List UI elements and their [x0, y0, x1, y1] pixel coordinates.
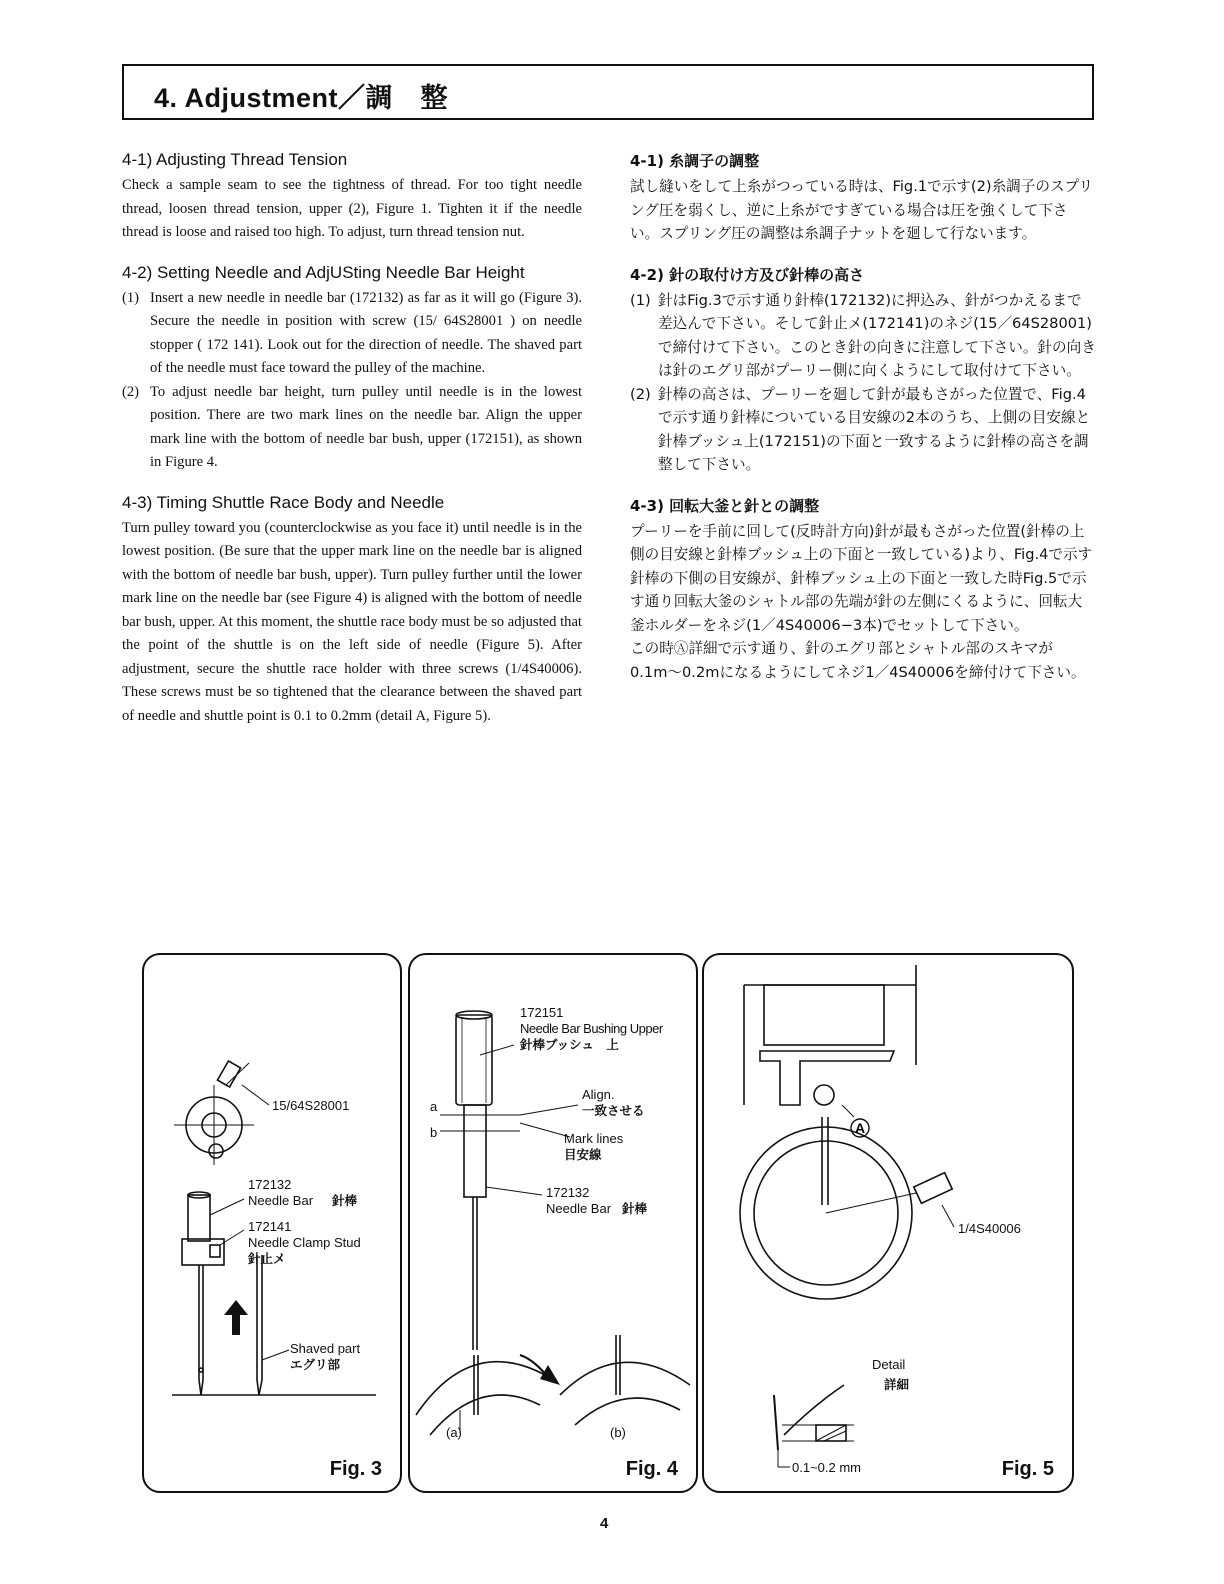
jp-step-2-number: (2) [630, 385, 651, 403]
en-step-1-text: Insert a new needle in needle bar (172132) as far as it will go (Figure 3). Secure the needle in position with screw (15/ 64S28001 ) on needle stopper ( 172 141). Look out for the direction of needle. The shaved part of the needle must face toward the pulley of the machine. [150, 289, 582, 376]
jp-section-4-2 [630, 264, 1096, 477]
fig5-screw-label: 1/4S40006 [958, 1221, 1021, 1236]
jp-step-1-text: 針はFig.3で示す通り針棒(172132)に押込み、針がつかえるまで差込んで下さい。そして針止メ(172141)のネジ(15／64S28001)で締付けて下さい。このとき針の向きに注意して下さい。針の向きは針のエグリ部がプーリー側に向くようにして取付けて下さい。 [658, 291, 1096, 379]
japanese-column [630, 150, 1096, 702]
english-column [122, 150, 582, 746]
en-section-4-1 [122, 150, 582, 245]
section-header [122, 64, 1094, 120]
needle-clamp-stud [182, 1239, 224, 1265]
hook-screw [914, 1173, 952, 1204]
fig5-detail-en: Detail [872, 1357, 906, 1372]
fig3-shaved-jp: エグリ部 [290, 1357, 341, 1372]
fig5-detail-jp: 詳細 [884, 1377, 910, 1392]
fig3-stud-number: 172141 [248, 1219, 292, 1234]
en-step-1-number: (1) [122, 289, 140, 306]
jp-body-4-3-note: この時Ⓐ詳細で示す通り、針のエグリ部とシャトル部のスキマが0.1m〜0.2mになるようにしてネジ1／4S40006を締付けて下さい。 [630, 640, 1086, 681]
figure-4-panel [408, 953, 698, 1493]
detail-a-marker: A [854, 1120, 866, 1136]
en-body-4-3: Turn pulley toward you (counterclockwise as you face it) until needle is in the lowest position. (Be sure that the upper mark line on the needle bar is aligned with the bottom of needle bar bush, upper). Turn pulley further until the lower mark line on the needle bar (see Figure 4) is aligned with the bottom of needle bar bush, upper. At this moment, the shuttle race body must be so adjusted that the point of the shuttle is on the left side of needle (Figure 5). After adjustment, secure the shuttle race holder with three screws (1/4S40006). These screws must be so tightened that the clearance between the shaved part of needle and shuttle point is 0.1 to 0.2mm (detail A, Figure 5). [122, 519, 582, 724]
fig4-bar-number: 172132 [546, 1185, 590, 1200]
jp-body-4-1: 試し縫いをして上糸がつっている時は、Fig.1で示す(2)糸調子のスプリング圧を弱くし、逆に上糸がですぎている場合は圧を強くして下さい。スプリング圧の調整は糸調子ナットを廻して行ないます。 [630, 178, 1094, 242]
en-section-4-2 [122, 263, 582, 475]
rotation-arrow-icon [540, 1365, 560, 1385]
en-heading-4-2: 4-2) Setting Needle and AdjUSting Needle Bar Height [122, 262, 525, 282]
en-body-4-1: Check a sample seam to see the tightness of thread. For too tight needle thread, loosen thread tension, upper (2), Figure 1. Tighten it if the needle thread is loose and raised too high. To adjust, turn thread tension nut. [122, 177, 582, 240]
jp-step-1 [630, 289, 1096, 383]
en-step-1 [122, 287, 582, 381]
shuttle-race-a [416, 1362, 545, 1415]
fig3-screw-label: 15/64S28001 [272, 1098, 350, 1113]
fig4-caption-b: (b) [610, 1425, 626, 1440]
figure-5-panel [702, 953, 1074, 1493]
figure-4-caption: Fig. 4 [625, 1458, 678, 1480]
needle-bar [188, 1195, 210, 1241]
fig3-bar-jp: 針棒 [332, 1193, 358, 1208]
en-step-2-text: To adjust needle bar height, turn pulley until needle is in the lowest position. There are two mark lines on the needle bar. Align the upper mark line with the bottom of needle bar bush, upper (172151), as shown in Figure 4. [150, 383, 582, 470]
machine-bed [764, 985, 884, 1045]
fig4-caption-a: (a) [446, 1425, 462, 1440]
en-step-2-number: (2) [122, 383, 140, 400]
fig4-mark-en: Mark lines [564, 1131, 624, 1146]
needle-bar-bushing [456, 1015, 492, 1105]
fig4-mark-b: b [430, 1125, 438, 1140]
shuttle-race-b [560, 1362, 690, 1395]
jp-section-4-1 [630, 150, 1096, 246]
jp-step-1-number: (1) [630, 291, 651, 309]
fig5-clearance: 0.1~0.2 mm [792, 1460, 862, 1475]
jp-heading-4-3: 4-3) 回転大釜と針との調整 [630, 496, 820, 515]
en-heading-4-3: 4-3) Timing Shuttle Race Body and Needle [122, 492, 445, 512]
fig4-bar-en: Needle Bar [546, 1201, 612, 1216]
fig4-bush-number: 172151 [520, 1005, 564, 1020]
figure-3-caption: Fig. 3 [329, 1458, 382, 1480]
fig4-bar-jp: 針棒 [622, 1201, 648, 1216]
fig4-bush-jp: 針棒ブッシュ 上 [520, 1037, 619, 1052]
fig3-stud-en: Needle Clamp Stud [248, 1235, 361, 1250]
section-title: 4. Adjustment／調 整 [154, 83, 449, 113]
figure-3-panel [142, 953, 402, 1493]
jp-step-2-text: 針棒の高さは、プーリーを廻して針が最もさがった位置で、Fig.4で示す通り針棒についている目安線の2本のうち、上側の目安線と針棒ブッシュ上(172151)の下面と一致するように針棒の高さを調整して下さい。 [658, 385, 1091, 473]
fig4-align-jp: 一致させる [582, 1103, 645, 1118]
en-heading-4-1: 4-1) Adjusting Thread Tension [122, 150, 348, 169]
page-number: 4 [600, 1515, 609, 1532]
fig4-mark-jp: 目安線 [564, 1147, 602, 1162]
jp-section-4-3 [630, 495, 1096, 685]
fig3-bar-number: 172132 [248, 1177, 292, 1192]
fig4-mark-a: a [430, 1099, 438, 1114]
jp-step-2 [630, 383, 1096, 477]
fig4-align-en: Align. [582, 1087, 615, 1102]
fig3-stud-jp: 針止メ [248, 1251, 286, 1266]
up-arrow-icon [224, 1300, 248, 1335]
jp-heading-4-2: 4-2) 針の取付け方及び針棒の高さ [630, 265, 865, 284]
en-section-4-3 [122, 493, 582, 729]
jp-body-4-3: プーリーを手前に回して(反時計方向)針が最もさがった位置(針棒の上側の目安線と針棒ブッシュ上の下面と一致している)より、Fig.4で示す針棒の下側の目安線が、針棒ブッシュ上の下面と一致した時Fig.5で示す通り回転大釜のシャトル部の先端が針の左側にくるように、回転大釜ホルダーをネジ(1／4S40006−3本)でセットして下さい。 [630, 522, 1093, 634]
fig4-bush-en: Needle Bar Bushing Upper [520, 1021, 663, 1036]
jp-heading-4-1: 4-1) 糸調子の調整 [630, 152, 760, 170]
figure-5-caption: Fig. 5 [1001, 1458, 1054, 1480]
en-step-2 [122, 381, 582, 475]
fig3-shaved-en: Shaved part [290, 1341, 361, 1356]
needle-bar [464, 1105, 486, 1197]
fig3-bar-en: Needle Bar [248, 1193, 314, 1208]
